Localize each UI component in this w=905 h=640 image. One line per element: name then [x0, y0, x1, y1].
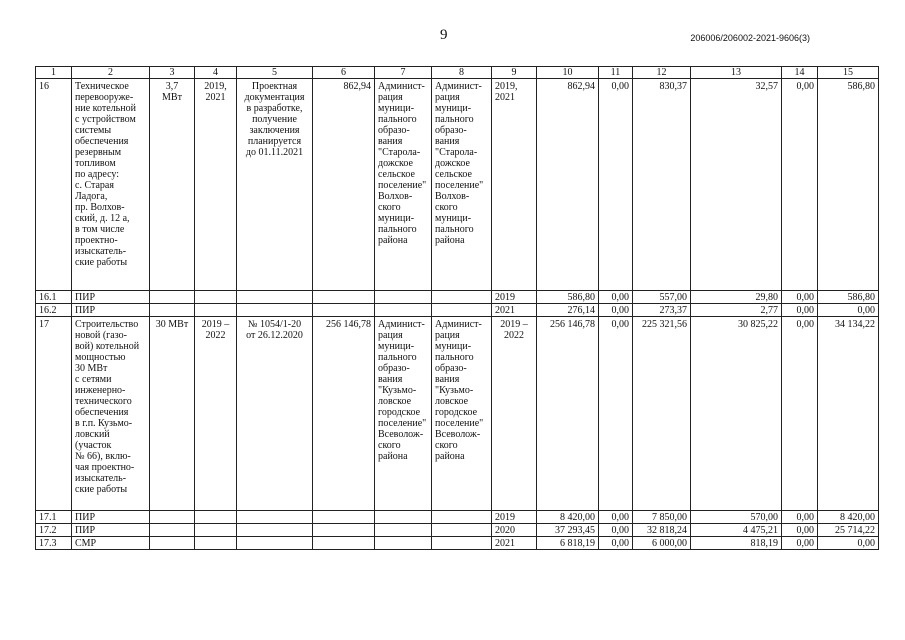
capacity-cell: [150, 537, 195, 550]
regional-budget-cell: 557,00: [633, 291, 691, 304]
column-number: 1: [36, 67, 72, 79]
financing-year-cell: 2019, 2021: [492, 79, 537, 291]
customer-cell: Админист- рация муници- пального образо- вания "Старола- дожское сельское поселение" Волхов- ского муници- пального района: [375, 79, 432, 291]
table-row: [36, 304, 879, 317]
other-sources-cell: 0,00: [782, 291, 818, 304]
capacity-cell: [150, 304, 195, 317]
local-budget-cell: 2,77: [691, 304, 782, 317]
federal-budget-cell: 0,00: [599, 304, 633, 317]
recipient-cell: [432, 304, 492, 317]
page-number: 9: [440, 27, 448, 43]
column-number: 14: [782, 67, 818, 79]
federal-budget-cell: 0,00: [599, 317, 633, 511]
other-sources-cell: 0,00: [782, 524, 818, 537]
local-budget-cell: 818,19: [691, 537, 782, 550]
regional-budget-cell: 830,37: [633, 79, 691, 291]
regional-budget-cell: 225 321,56: [633, 317, 691, 511]
period-cell: [195, 537, 237, 550]
object-name-cell: СМР: [72, 537, 150, 550]
regional-budget-cell: 32 818,24: [633, 524, 691, 537]
object-name-cell: Строительство новой (газо- вой) котельной мощностью 30 МВт с сетями инженерно- технического обеспечения в г.п. Кузьмо- ловский (участок № 66), вклю- чая проектно- изыскатель- ские работы: [72, 317, 150, 511]
capacity-cell: 3,7 МВт: [150, 79, 195, 291]
column-number: 12: [633, 67, 691, 79]
customer-cell: [375, 524, 432, 537]
capacity-cell: [150, 524, 195, 537]
table-row: [36, 524, 879, 537]
recipient-cell: [432, 291, 492, 304]
column-number: 11: [599, 67, 633, 79]
object-name-cell: ПИР: [72, 524, 150, 537]
customer-cell: Админист- рация муници- пального образо- вания "Кузьмо- ловское городское поселение" Всеволож- ского района: [375, 317, 432, 511]
customer-cell: [375, 291, 432, 304]
column-number: 8: [432, 67, 492, 79]
column-number-row: [36, 67, 879, 79]
local-budget-cell: 570,00: [691, 511, 782, 524]
total-cell: 37 293,45: [537, 524, 599, 537]
documentation-cell: [237, 524, 313, 537]
column-number: 10: [537, 67, 599, 79]
financed-cell: 586,80: [818, 291, 879, 304]
local-budget-cell: 30 825,22: [691, 317, 782, 511]
row-number-cell: 17.3: [36, 537, 72, 550]
capacity-cell: [150, 291, 195, 304]
federal-budget-cell: 0,00: [599, 511, 633, 524]
financed-cell: 8 420,00: [818, 511, 879, 524]
table-row: [36, 537, 879, 550]
row-number-cell: 17: [36, 317, 72, 511]
other-sources-cell: 0,00: [782, 537, 818, 550]
period-cell: 2019, 2021: [195, 79, 237, 291]
recipient-cell: [432, 537, 492, 550]
estimated-cost-cell: [313, 511, 375, 524]
customer-cell: [375, 537, 432, 550]
financed-cell: 0,00: [818, 537, 879, 550]
recipient-cell: Админист- рация муници- пального образо- вания "Кузьмо- ловское городское поселение" Всеволож- ского района: [432, 317, 492, 511]
row-number-cell: 17.1: [36, 511, 72, 524]
recipient-cell: [432, 511, 492, 524]
federal-budget-cell: 0,00: [599, 291, 633, 304]
documentation-cell: [237, 537, 313, 550]
capacity-cell: [150, 511, 195, 524]
documentation-cell: [237, 304, 313, 317]
total-cell: 586,80: [537, 291, 599, 304]
row-number-cell: 16.1: [36, 291, 72, 304]
total-cell: 6 818,19: [537, 537, 599, 550]
financing-year-cell: 2019: [492, 291, 537, 304]
other-sources-cell: 0,00: [782, 511, 818, 524]
column-number: 13: [691, 67, 782, 79]
table-row: [36, 291, 879, 304]
financing-year-cell: 2021: [492, 304, 537, 317]
row-number-cell: 16: [36, 79, 72, 291]
financed-cell: 586,80: [818, 79, 879, 291]
period-cell: [195, 511, 237, 524]
object-name-cell: Техническое перевооруже- ние котельной с устройством системы обеспечения резервным топливом по адресу: с. Старая Ладога, пр. Волхов- ский, д. 12 а, в том числе проектно- изыскатель- ские работы: [72, 79, 150, 291]
column-number: 5: [237, 67, 313, 79]
customer-cell: [375, 304, 432, 317]
recipient-cell: Админист- рация муници- пального образо- вания "Старола- дожское сельское поселение" Волхов- ского муници- пального района: [432, 79, 492, 291]
object-name-cell: ПИР: [72, 291, 150, 304]
regional-budget-cell: 273,37: [633, 304, 691, 317]
column-number: 9: [492, 67, 537, 79]
column-number: 7: [375, 67, 432, 79]
period-cell: [195, 524, 237, 537]
documentation-cell: [237, 511, 313, 524]
table-row: [36, 317, 879, 511]
period-cell: 2019 – 2022: [195, 317, 237, 511]
estimated-cost-cell: 256 146,78: [313, 317, 375, 511]
financed-cell: 0,00: [818, 304, 879, 317]
estimated-cost-cell: 862,94: [313, 79, 375, 291]
financing-year-cell: 2019: [492, 511, 537, 524]
estimated-cost-cell: [313, 524, 375, 537]
total-cell: 256 146,78: [537, 317, 599, 511]
estimated-cost-cell: [313, 291, 375, 304]
documentation-cell: № 1054/1-20 от 26.12.2020: [237, 317, 313, 511]
total-cell: 862,94: [537, 79, 599, 291]
estimated-cost-cell: [313, 304, 375, 317]
regional-budget-cell: 6 000,00: [633, 537, 691, 550]
document-code: 206006/206002-2021-9606(3): [690, 33, 810, 43]
other-sources-cell: 0,00: [782, 79, 818, 291]
total-cell: 276,14: [537, 304, 599, 317]
documentation-cell: Проектная документация в разработке, получение заключения планируется до 01.11.2021: [237, 79, 313, 291]
local-budget-cell: 4 475,21: [691, 524, 782, 537]
table-row: [36, 511, 879, 524]
capacity-cell: 30 МВт: [150, 317, 195, 511]
period-cell: [195, 304, 237, 317]
federal-budget-cell: 0,00: [599, 79, 633, 291]
estimated-cost-cell: [313, 537, 375, 550]
local-budget-cell: 29,80: [691, 291, 782, 304]
federal-budget-cell: 0,00: [599, 524, 633, 537]
recipient-cell: [432, 524, 492, 537]
financing-year-cell: 2020: [492, 524, 537, 537]
financed-cell: 25 714,22: [818, 524, 879, 537]
local-budget-cell: 32,57: [691, 79, 782, 291]
period-cell: [195, 291, 237, 304]
other-sources-cell: 0,00: [782, 317, 818, 511]
financing-year-cell: 2021: [492, 537, 537, 550]
row-number-cell: 17.2: [36, 524, 72, 537]
total-cell: 8 420,00: [537, 511, 599, 524]
column-number: 3: [150, 67, 195, 79]
regional-budget-cell: 7 850,00: [633, 511, 691, 524]
column-number: 2: [72, 67, 150, 79]
column-number: 15: [818, 67, 879, 79]
column-number: 4: [195, 67, 237, 79]
object-name-cell: ПИР: [72, 304, 150, 317]
financed-cell: 34 134,22: [818, 317, 879, 511]
documentation-cell: [237, 291, 313, 304]
financing-year-cell: 2019 – 2022: [492, 317, 537, 511]
other-sources-cell: 0,00: [782, 304, 818, 317]
federal-budget-cell: 0,00: [599, 537, 633, 550]
column-number: 6: [313, 67, 375, 79]
program-table: [35, 66, 879, 550]
object-name-cell: ПИР: [72, 511, 150, 524]
table-row: [36, 79, 879, 291]
row-number-cell: 16.2: [36, 304, 72, 317]
customer-cell: [375, 511, 432, 524]
